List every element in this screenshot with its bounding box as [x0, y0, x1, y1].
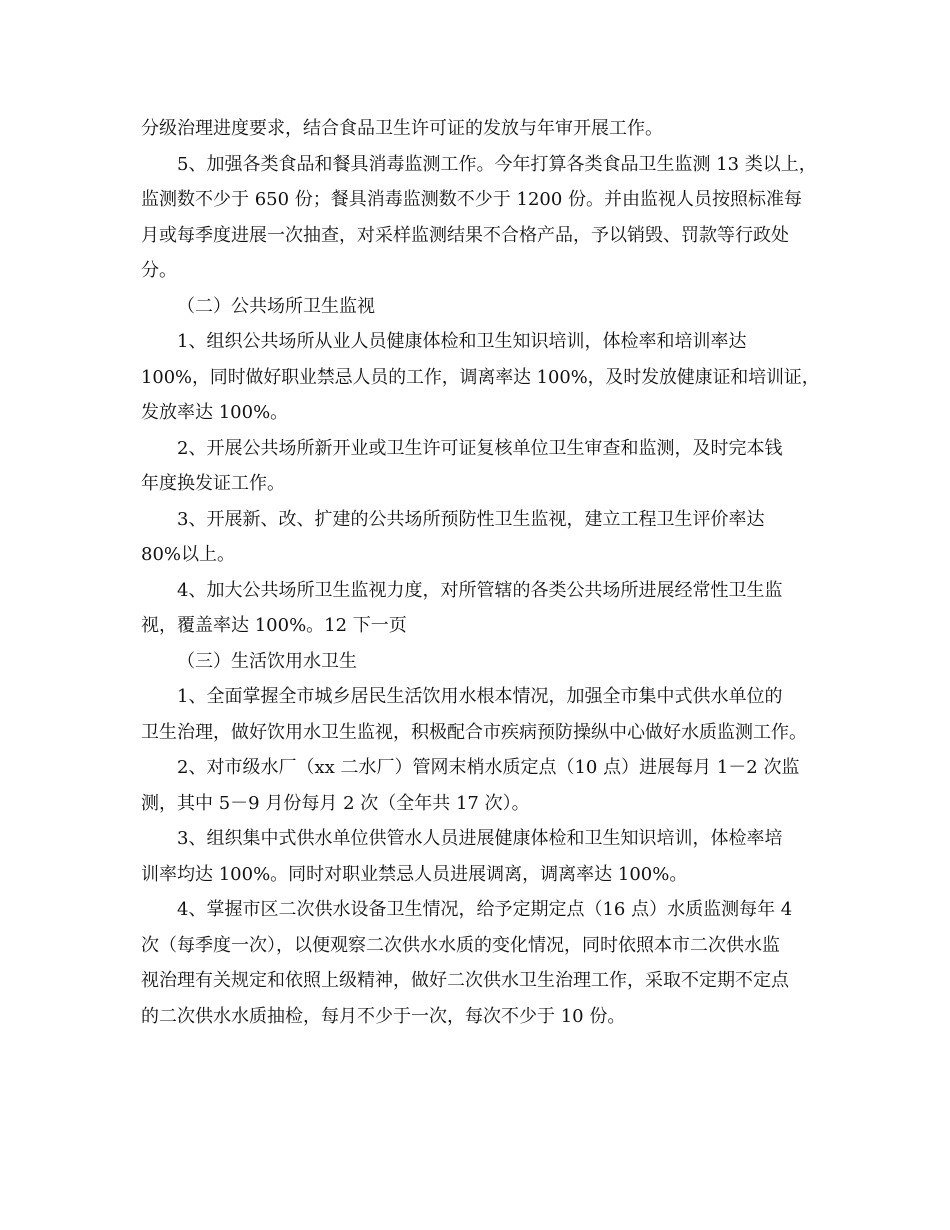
paragraph-line: 月或每季度进展一次抽查，对采样监测结果不合格产品，予以销毁、罚款等行政处: [141, 225, 789, 246]
paragraph-line: 1、全面掌握全市城乡居民生活饮用水根本情况，加强全市集中式供水单位的: [177, 686, 783, 707]
paragraph-line: 监测数不少于 650 份；餐具消毒监测数不少于 1200 份。并由监视人员按照标准每: [141, 189, 803, 210]
paragraph-line: 2、开展公共场所新开业或卫生许可证复核单位卫生审查和监测，及时完本钱: [177, 438, 783, 459]
paragraph-line: 的二次供水水质抽检，每月不少于一次，每次不少于 10 份。: [141, 1006, 626, 1027]
paragraph-line: 发放率达 100%。: [141, 402, 289, 423]
paragraph-line: 4、掌握市区二次供水设备卫生情况，给予定期定点（16 点）水质监测每年 4: [177, 899, 793, 920]
paragraph-line: 分。: [141, 260, 177, 281]
paragraph-line: 80%以上。: [141, 544, 236, 565]
paragraph-line: 5、加强各类食品和餐具消毒监测工作。今年打算各类食品卫生监测 13 类以上，: [177, 154, 817, 175]
paragraph-line: 分级治理进度要求，结合食品卫生许可证的发放与年审开展工作。: [141, 118, 663, 139]
paragraph-line: 3、开展新、改、扩建的公共场所预防性卫生监视，建立工程卫生评价率达: [177, 509, 765, 530]
paragraph-line: 视，覆盖率达 100%。12 下一页: [141, 615, 407, 636]
paragraph-line: 年度换发证工作。: [141, 473, 285, 494]
paragraph-line: 100%，同时做好职业禁忌人员的工作，调离率达 100%，及时发放健康证和培训证，: [141, 367, 820, 388]
paragraph-line: 测，其中 5－9 月份每月 2 次（全年共 17 次）。: [141, 793, 530, 814]
paragraph-line: 4、加大公共场所卫生监视力度，对所管辖的各类公共场所进展经常性卫生监: [177, 580, 783, 601]
paragraph-line: 视治理有关规定和依照上级精神，做好二次供水卫生治理工作，采取不定期不定点: [141, 970, 789, 991]
paragraph-line: 次（每季度一次），以便观察二次供水水质的变化情况，同时依照本市二次供水监: [141, 935, 780, 956]
section-heading: （二）公共场所卫生监视: [177, 296, 375, 317]
paragraph-line: 1、组织公共场所从业人员健康体检和卫生知识培训，体检率和培训率达: [177, 331, 747, 352]
section-heading: （三）生活饮用水卫生: [177, 651, 357, 672]
paragraph-line: 2、对市级水厂（xx 二水厂）管网末梢水质定点（10 点）进展每月 1－2 次监: [177, 757, 800, 778]
paragraph-line: 训率均达 100%。同时对职业禁忌人员进展调离，调离率达 100%。: [141, 864, 688, 885]
paragraph-line: 卫生治理，做好饮用水卫生监视，积极配合市疾病预防操纵中心做好水质监测工作。: [141, 722, 807, 743]
paragraph-line: 3、组织集中式供水单位供管水人员进展健康体检和卫生知识培训，体检率培: [177, 828, 783, 849]
